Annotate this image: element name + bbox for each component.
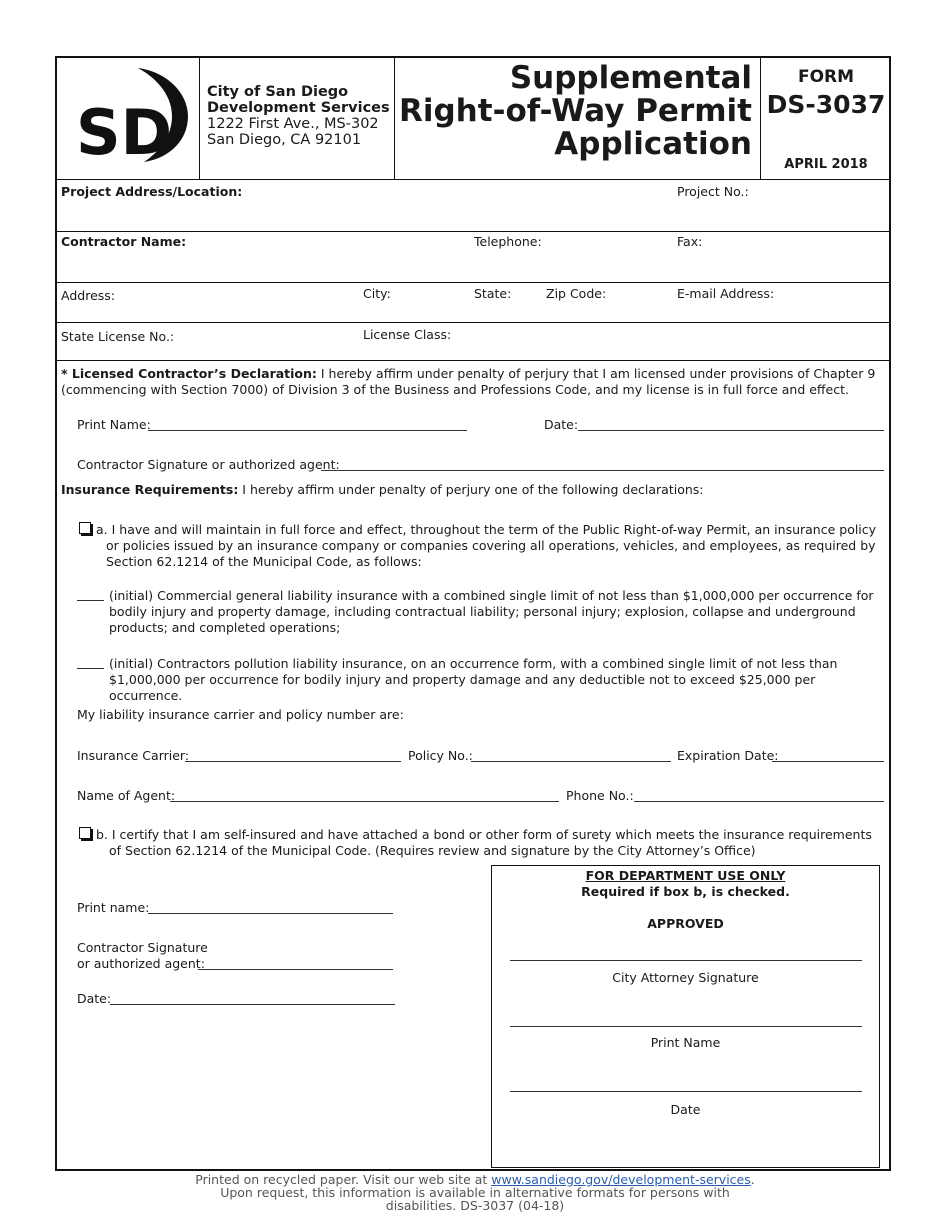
option-b-label: b. I certify that I am self-insured and have attached a bond or other form of surety which meets the insurance requirements of Section 62.1214 of the Municipal Code. (Requires review and signature by the City Attorney’s Office) — [96, 827, 872, 858]
contractor-name-label: Contractor Name: — [61, 234, 187, 249]
form-number: DS-3037 — [766, 90, 886, 119]
dept-approved: APPROVED — [647, 916, 724, 931]
footer-line-3: disabilities. DS-3037 (04-18) — [385, 1198, 565, 1213]
b-signature-label-2: or authorized agent: — [77, 956, 205, 971]
header-divider — [199, 58, 200, 179]
project-no-label: Project No.: — [677, 184, 749, 199]
carrier-field[interactable] — [185, 761, 401, 762]
address-label: Address: — [61, 288, 115, 303]
option-a-checkbox[interactable] — [79, 522, 91, 534]
b-signature-label-1: Contractor Signature — [77, 940, 208, 955]
declaration-heading: * Licensed Contractor’s Declaration: — [61, 366, 317, 381]
sd-logo-icon — [72, 64, 192, 164]
state-label: State: — [474, 286, 512, 301]
dept-date-field[interactable] — [510, 1091, 862, 1092]
dept-heading: FOR DEPARTMENT USE ONLY — [585, 868, 786, 883]
telephone-label: Telephone: — [474, 234, 542, 249]
license-class-label: License Class: — [363, 327, 452, 342]
zip-label: Zip Code: — [546, 286, 607, 301]
footer-text-pre: Printed on recycled paper. Visit our web site at — [195, 1172, 492, 1187]
footer-line-2: Upon request, this information is available in alternative formats for persons with — [220, 1185, 730, 1200]
b-print-name-field[interactable] — [148, 913, 393, 914]
insurance-heading: Insurance Requirements: — [61, 482, 239, 497]
agent-name-label: Name of Agent: — [77, 788, 176, 803]
print-name-field[interactable] — [148, 430, 467, 431]
insurance-intro — [61, 482, 886, 498]
date-field[interactable] — [578, 430, 884, 431]
dept-subheading: Required if box b, is checked. — [581, 884, 790, 899]
policy-no-field[interactable] — [471, 761, 671, 762]
signature-field[interactable] — [321, 470, 884, 471]
agency-name: City of San Diego — [207, 84, 349, 100]
carrier-label: Insurance Carrier: — [77, 748, 190, 763]
carrier-intro: My liability insurance carrier and policy number are: — [77, 707, 404, 722]
footer — [180, 1173, 770, 1212]
declaration-paragraph — [61, 366, 886, 398]
form-date: APRIL 2018 — [784, 157, 868, 172]
attorney-signature-label: City Attorney Signature — [612, 970, 759, 985]
license-no-label: State License No.: — [61, 329, 175, 344]
expiration-label: Expiration Date: — [677, 748, 779, 763]
section-divider — [57, 179, 891, 180]
initial-1-field[interactable] — [77, 600, 104, 601]
footer-text-post: . — [750, 1172, 755, 1187]
form-title-line: Application — [554, 126, 752, 162]
declaration-text: I hereby affirm under penalty of perjury that I am licensed under provisions of Chapter 9 (commencing with Section 7000) of Division 3 of the Business and Professions Code, and my license is in full force and effect. — [61, 366, 876, 397]
form-title-line: Right-of-Way Permit — [399, 93, 752, 129]
b-date-field[interactable] — [110, 1004, 395, 1005]
agent-name-field[interactable] — [170, 801, 559, 802]
department-use-box — [491, 865, 880, 1168]
form-title-line: Supplemental — [509, 60, 752, 96]
b-print-name-label: Print name: — [77, 900, 150, 915]
expiration-field[interactable] — [772, 761, 884, 762]
section-divider — [57, 282, 891, 283]
policy-no-label: Policy No.: — [408, 748, 473, 763]
attorney-signature-field[interactable] — [510, 960, 862, 961]
section-divider — [57, 231, 891, 232]
section-divider — [57, 360, 891, 361]
option-a-text — [96, 522, 886, 570]
form-title — [398, 62, 752, 161]
initial-1-text: (initial) Commercial general liability insurance with a combined single limit of not less than $1,000,000 per occurrence for bodily injury and property damage, including contractual liability; personal injury; explosion, collapse and underground products; and completed operations; — [109, 588, 874, 635]
initial-2-text: (initial) Contractors pollution liability insurance, on an occurrence form, with a combined single limit of not less than $1,000,000 per occurrence for bodily injury and property damage and any deductible not to exceed $25,000 per occurrence. — [109, 656, 838, 703]
signature-label: Contractor Signature or authorized agent: — [77, 457, 340, 472]
phone-no-label: Phone No.: — [566, 788, 634, 803]
dept-print-name-label: Print Name — [650, 1035, 721, 1050]
agency-city: San Diego, CA 92101 — [207, 132, 362, 148]
print-name-label: Print Name: — [77, 417, 151, 432]
b-signature-field[interactable] — [198, 969, 393, 970]
initial-2-field[interactable] — [77, 668, 104, 669]
website-link[interactable]: www.sandiego.gov/development-services — [491, 1172, 751, 1187]
svg-text:SD: SD — [76, 96, 173, 164]
dept-print-name-field[interactable] — [510, 1026, 862, 1027]
date-label: Date: — [544, 417, 579, 432]
header-divider — [394, 58, 395, 179]
fax-label: Fax: — [677, 234, 703, 249]
city-label: City: — [363, 286, 391, 301]
header-divider — [760, 58, 761, 179]
option-b-text — [96, 827, 886, 859]
section-divider — [57, 322, 891, 323]
b-date-label: Date: — [77, 991, 112, 1006]
agency-department: Development Services — [207, 100, 390, 116]
option-b-checkbox[interactable] — [79, 827, 91, 839]
phone-no-field[interactable] — [634, 801, 884, 802]
email-label: E-mail Address: — [677, 286, 775, 301]
dept-date-label: Date — [670, 1102, 701, 1117]
form-label: FORM — [797, 67, 855, 87]
project-address-label: Project Address/Location: — [61, 184, 243, 199]
option-a-label: a. I have and will maintain in full force and effect, throughout the term of the Public Right-of-way Permit, an insurance policy or policies issued by an insurance company or companies covering all operations, vehicles, and employees, as required by Section 62.1214 of the Municipal Code, as follows: — [96, 522, 877, 569]
agency-address: 1222 First Ave., MS-302 — [207, 116, 379, 132]
insurance-intro-text: I hereby affirm under penalty of perjury one of the following declarations: — [238, 482, 704, 497]
